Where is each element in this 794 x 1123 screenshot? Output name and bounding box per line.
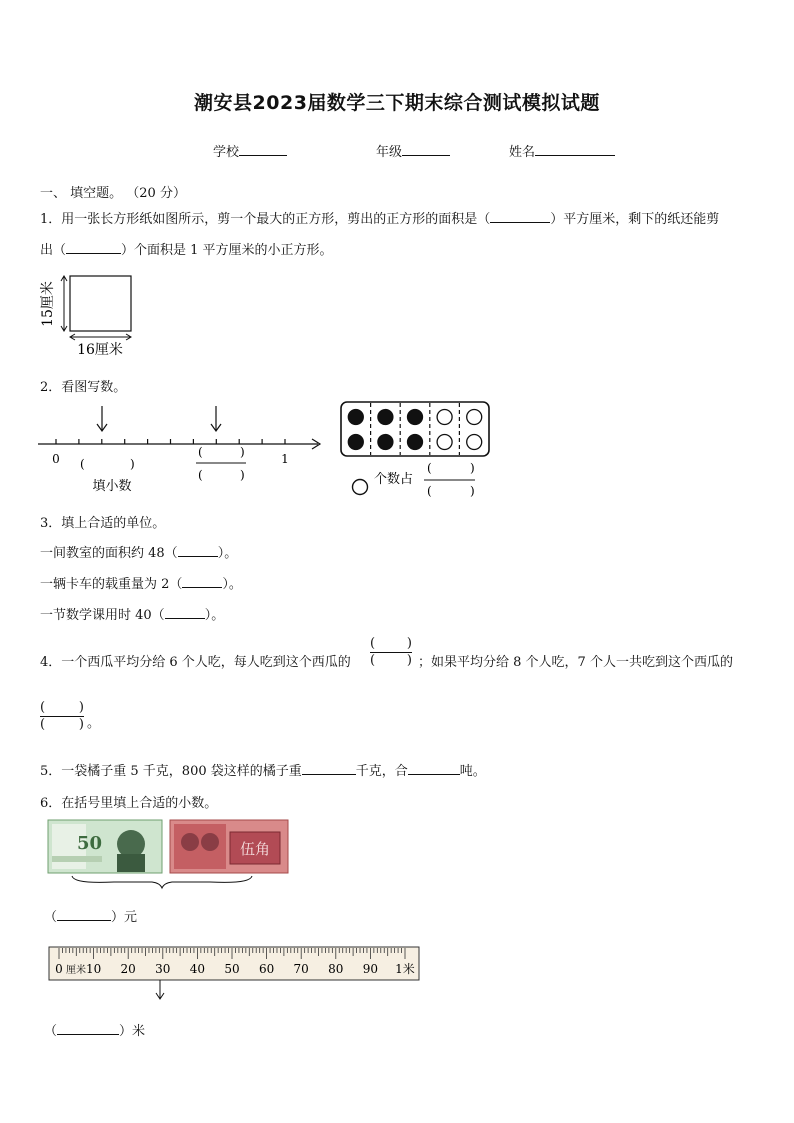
q3-item-2-a: 一辆卡车的载重量为 2（ bbox=[40, 577, 183, 592]
q6-answer-2-close: ）米 bbox=[119, 1024, 146, 1039]
q1-text-d: ）个面积是 1 平方厘米的小正方形。 bbox=[121, 243, 333, 258]
dot-frac-num-close: ) bbox=[470, 461, 475, 475]
q3-item-3-b: ）。 bbox=[204, 608, 225, 623]
bottom-length-label: 16厘米 bbox=[77, 342, 123, 358]
q1-line2 bbox=[40, 239, 333, 258]
q6-blank-2[interactable] bbox=[57, 1022, 119, 1035]
fifty-yuan-note bbox=[48, 820, 162, 873]
q6-answer-2-open: （ bbox=[44, 1024, 58, 1039]
ruler-label: 1米 bbox=[395, 962, 415, 976]
ruler-label: 0 bbox=[55, 962, 63, 976]
hollow-circle-icon bbox=[353, 480, 368, 495]
dot-frac-den-close: ) bbox=[470, 484, 475, 498]
q3-item-3 bbox=[40, 604, 224, 623]
dot-frac-num-open: ( bbox=[427, 461, 432, 475]
q3-item-1-b: ）。 bbox=[217, 546, 238, 561]
grade-label: 年级 bbox=[376, 145, 403, 160]
section-heading: 一、 填空题。 （20 分） bbox=[40, 186, 186, 201]
number-line-ticks bbox=[56, 439, 285, 444]
q3-text: 3．填上合适的单位。 bbox=[40, 516, 166, 531]
q1-line1 bbox=[40, 208, 719, 227]
frac-den-open: ( bbox=[198, 468, 203, 482]
dot-grid-figure bbox=[336, 398, 496, 502]
q4-fraction-2[interactable]: ( ) ( ) bbox=[40, 700, 84, 732]
wujiao-note bbox=[170, 820, 288, 873]
ruler-label: 20 bbox=[120, 962, 136, 976]
frac-num-close: ) bbox=[240, 445, 245, 459]
money-figure bbox=[44, 816, 294, 890]
hollow-dot bbox=[467, 410, 482, 425]
ruler-label: 90 bbox=[362, 962, 379, 976]
q4-fraction-1[interactable]: ( ) ( ) bbox=[370, 636, 412, 668]
q1-blank-2[interactable] bbox=[66, 241, 121, 254]
q2-text: 2．看图写数。 bbox=[40, 380, 127, 395]
note-50-value: 50 bbox=[77, 833, 103, 854]
rectangle-figure bbox=[38, 270, 148, 362]
q4-end: 。 bbox=[87, 716, 101, 731]
q5-blank-1[interactable] bbox=[302, 761, 356, 775]
q1-text-a: 1．用一张长方形纸如图所示，剪一个最大的正方形，剪出的正方形的面积是（ bbox=[40, 212, 491, 227]
ruler-label: 80 bbox=[328, 962, 344, 976]
count-text: 个数占 bbox=[374, 472, 414, 487]
ruler-label: 60 bbox=[258, 962, 275, 976]
q5-text-b: 千克，合 bbox=[355, 764, 408, 779]
dot-cells bbox=[348, 403, 481, 455]
q4-text-b: ；如果平均分给 8 个人吃，7 个人一共吃到这个西瓜的 bbox=[418, 655, 733, 670]
q5-text-a: 5．一袋橘子重 5 千克，800 袋这样的橘子重 bbox=[40, 764, 302, 779]
q5-blank-2[interactable] bbox=[408, 761, 460, 775]
brace bbox=[72, 876, 252, 888]
ruler-label: 40 bbox=[189, 962, 206, 976]
ruler-label: 10 bbox=[85, 962, 102, 976]
filled-dot bbox=[408, 410, 423, 425]
ruler-label: 50 bbox=[224, 962, 240, 976]
filled-dot bbox=[348, 410, 363, 425]
q3-item-3-a: 一节数学课用时 40（ bbox=[40, 608, 165, 623]
page-title: 潮安县2023届数学三下期末综合测试模拟试题 bbox=[194, 92, 600, 114]
q3-item-1-a: 一间教室的面积约 48（ bbox=[40, 546, 178, 561]
q3-item-2 bbox=[40, 573, 242, 592]
blank-1-close: ) bbox=[130, 457, 135, 471]
name-blank[interactable] bbox=[535, 142, 615, 156]
filled-dot bbox=[348, 435, 363, 450]
side-length-label: 15厘米 bbox=[40, 281, 56, 327]
grade-blank[interactable] bbox=[402, 142, 450, 156]
q3-blank-2[interactable] bbox=[182, 575, 222, 588]
ruler-label: 70 bbox=[293, 962, 309, 976]
tick-label-zero: 0 bbox=[52, 452, 60, 466]
q5-text-c: 吨。 bbox=[459, 764, 486, 779]
frac-num-open: ( bbox=[198, 445, 203, 459]
hollow-dot bbox=[437, 410, 452, 425]
q3-item-2-b: ）。 bbox=[222, 577, 242, 592]
q5-line bbox=[40, 760, 486, 779]
q1-text-c: 出（ bbox=[40, 243, 67, 258]
q6-answer-1 bbox=[44, 906, 137, 925]
frac-den-close: ) bbox=[240, 468, 245, 482]
q6-answer-2 bbox=[44, 1020, 145, 1039]
hollow-dot bbox=[437, 435, 452, 450]
q1-blank-1[interactable] bbox=[490, 210, 550, 223]
fill-decimal-label: 填小数 bbox=[92, 479, 132, 494]
grade-field[interactable] bbox=[376, 141, 450, 160]
name-field[interactable] bbox=[509, 141, 615, 160]
q1-text-b: ）平方厘米，剩下的纸还能剪 bbox=[550, 212, 720, 227]
q3-blank-3[interactable] bbox=[165, 606, 205, 619]
q4-text-a: 4．一个西瓜平均分给 6 个人吃，每人吃到这个西瓜的 bbox=[40, 655, 351, 670]
filled-dot bbox=[378, 435, 393, 450]
filled-dot bbox=[378, 410, 393, 425]
note-wujiao-value: 伍角 bbox=[239, 840, 271, 858]
q3-item-1 bbox=[40, 542, 237, 561]
blank-1-open: ( bbox=[80, 457, 85, 471]
ruler-figure bbox=[44, 942, 424, 1006]
dot-frac-den-open: ( bbox=[427, 484, 432, 498]
ruler-label: 30 bbox=[155, 962, 171, 976]
q6-answer-1-close: ）元 bbox=[111, 910, 138, 925]
tick-label-one: 1 bbox=[281, 452, 289, 466]
ruler-label: 厘米 bbox=[66, 965, 86, 976]
school-label: 学校 bbox=[213, 145, 240, 160]
school-field[interactable] bbox=[213, 141, 287, 160]
hollow-dot bbox=[467, 435, 482, 450]
filled-dot bbox=[408, 435, 423, 450]
q6-blank-1[interactable] bbox=[57, 908, 111, 921]
school-blank[interactable] bbox=[239, 142, 287, 156]
q6-text: 6．在括号里填上合适的小数。 bbox=[40, 796, 218, 811]
q6-answer-1-open: （ bbox=[44, 910, 58, 925]
name-label: 姓名 bbox=[509, 145, 536, 160]
number-line-figure bbox=[34, 398, 334, 502]
q3-blank-1[interactable] bbox=[178, 544, 218, 557]
paper-rectangle bbox=[70, 276, 131, 331]
